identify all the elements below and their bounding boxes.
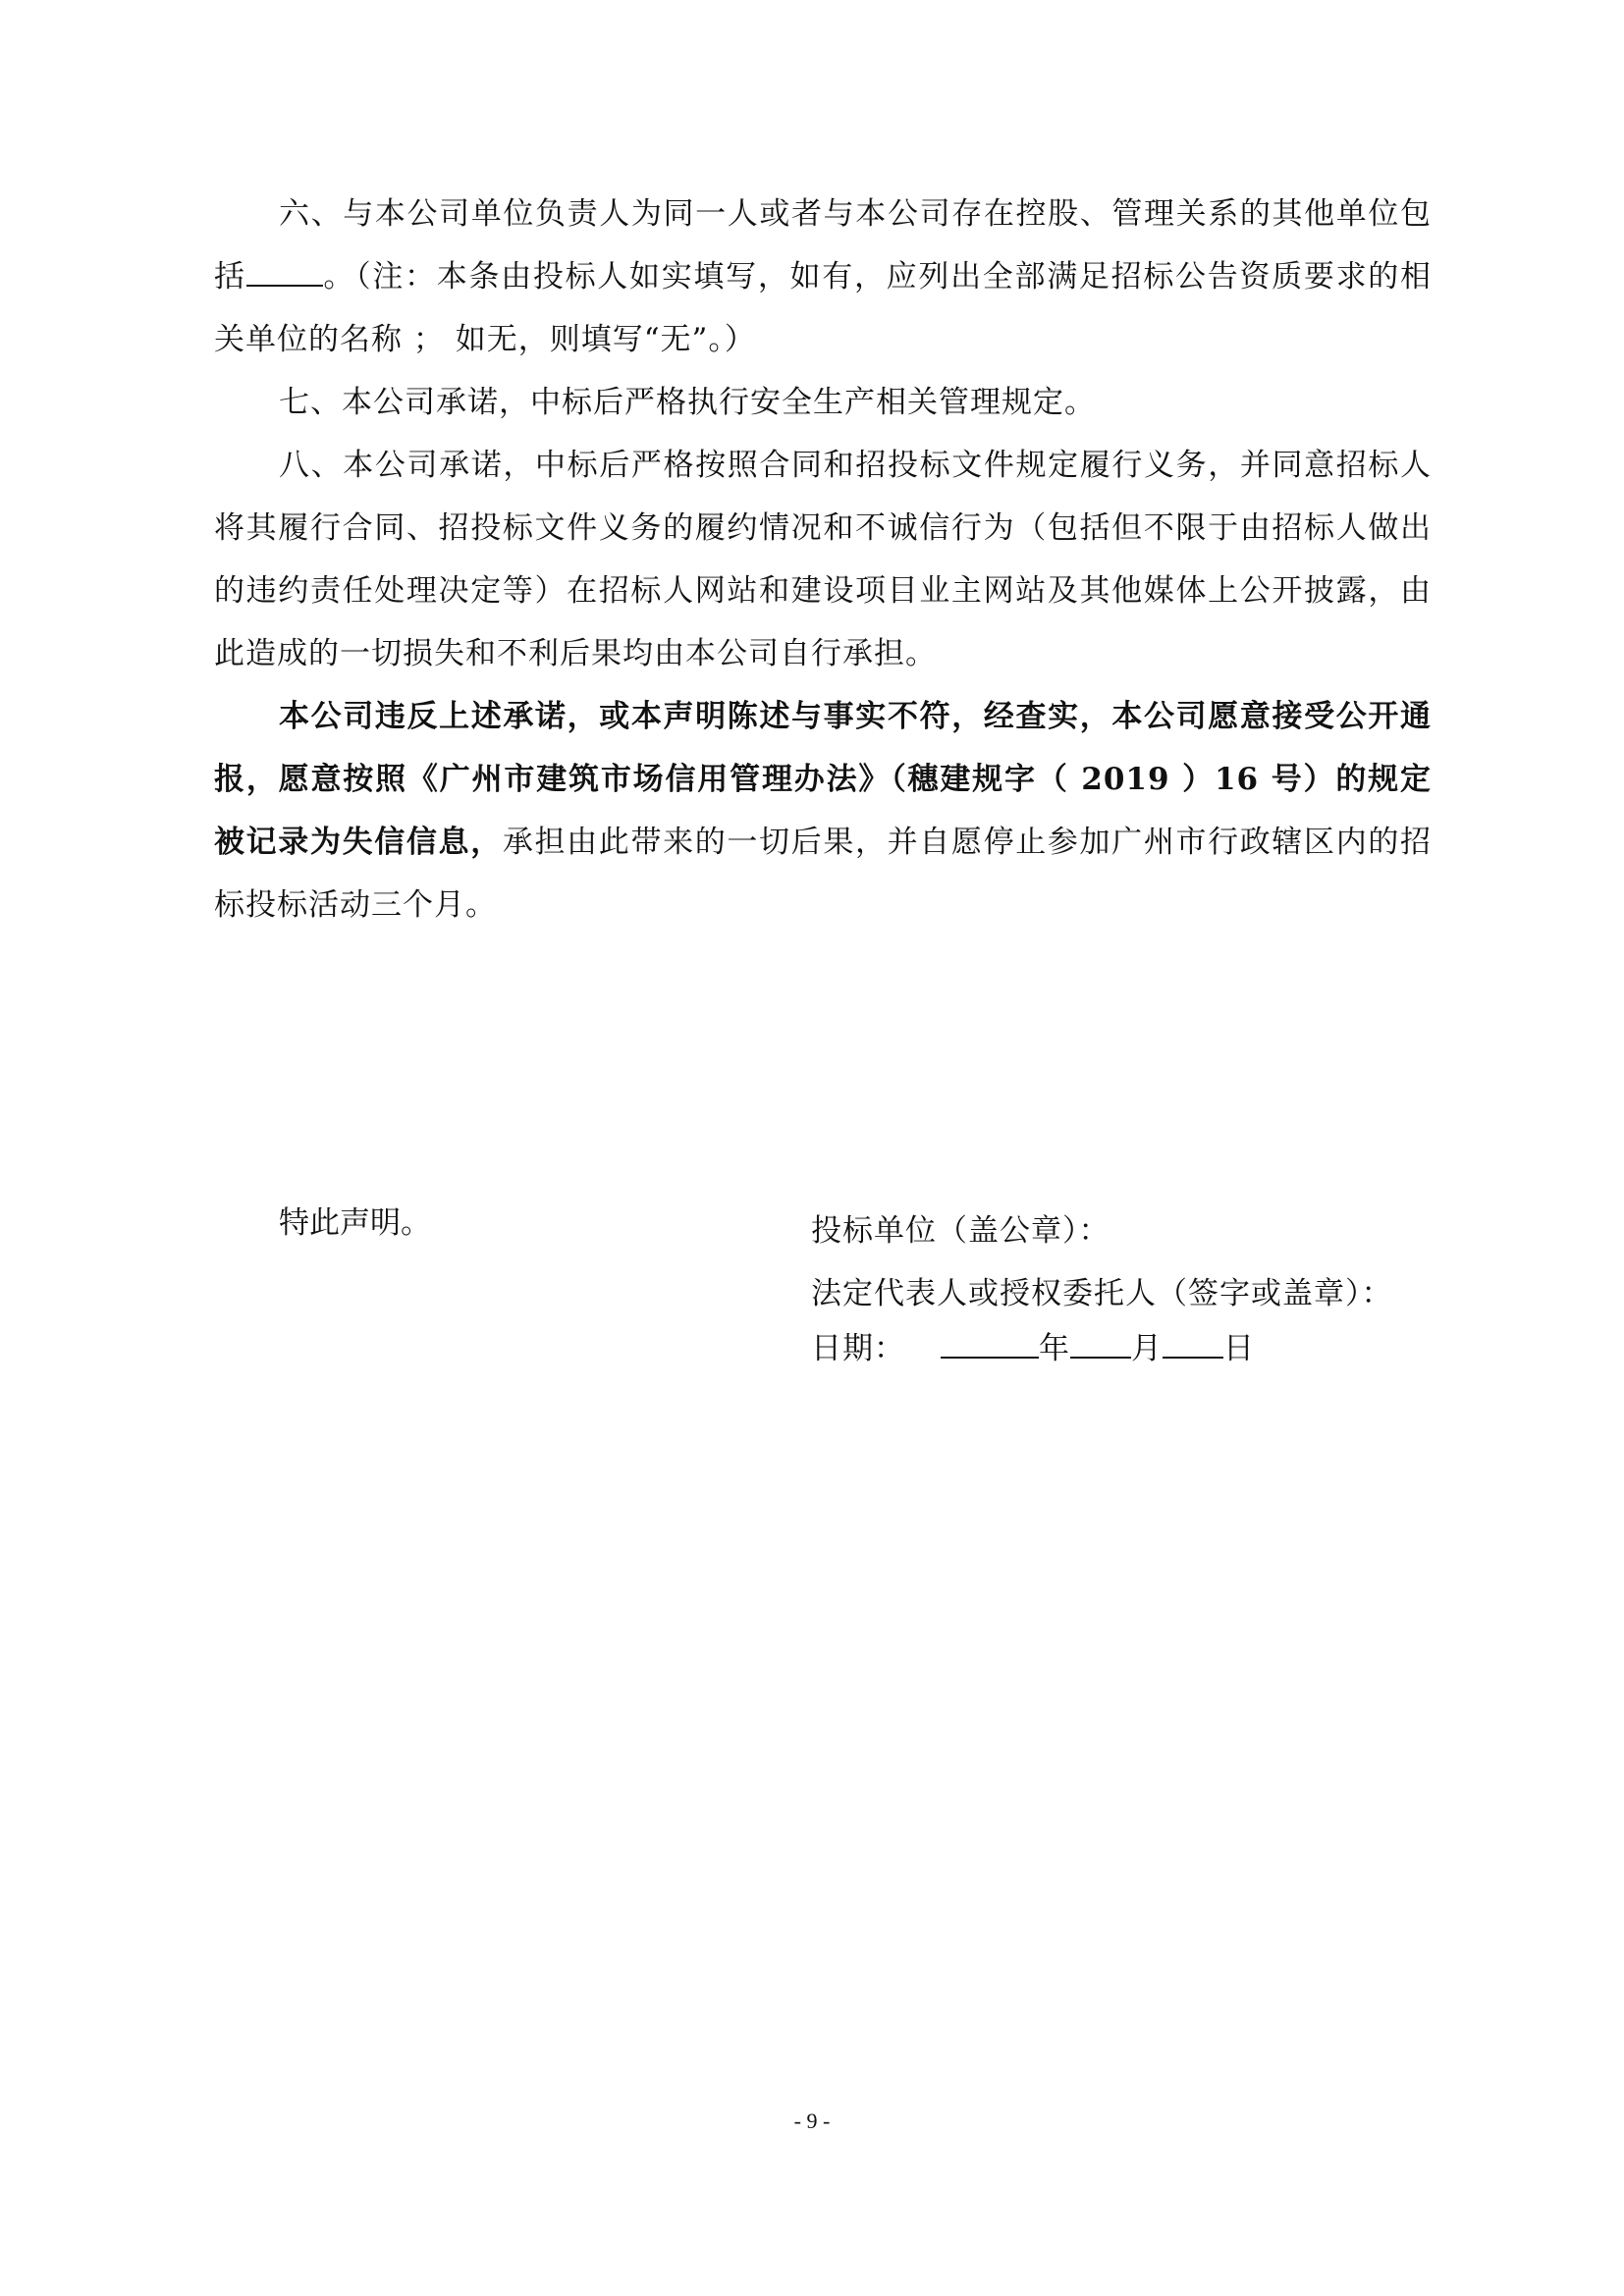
paragraph-8: 八、本公司承诺，中标后严格按照合同和招投标文件规定履行义务，并同意招标人将其履行合同、招投标文件义务的履约情况和不诚信行为（包括但不限于由招标人做出的违约责任处理决定等）在招标人网站和建设项目业主网站及其他媒体上公开披露，由此造成的一切损失和不利后果均由本公司自行承担。 — [214, 448, 1432, 671]
commitment-normal-text: 承担由此带来的一切后果，并自愿停止参加广州市行政辖区内的招标投标活动三个月。 — [214, 825, 1433, 923]
day-label: 日 — [1223, 1331, 1255, 1366]
paragraph-7: 七、本公司承诺，中标后严格执行安全生产相关管理规定。 — [279, 385, 1096, 420]
page-number: - 9 - — [793, 2109, 831, 2133]
paragraph-6 — [214, 183, 1432, 371]
declaration: 特此声明。 — [279, 1205, 431, 1241]
paragraph-6-text-a: 六、与本公司单位负责人为同一人或者与本公司存在控股、管理关系的其他单位包括 — [214, 196, 1432, 294]
day-blank — [1163, 1327, 1223, 1359]
signature-block — [811, 1200, 1393, 1380]
month-blank — [1070, 1327, 1131, 1359]
related-units-blank — [246, 255, 323, 287]
date-label: 日期： — [811, 1331, 905, 1366]
month-label: 月 — [1131, 1331, 1163, 1366]
year-label: 年 — [1039, 1331, 1070, 1366]
commitment-bold-text: 本公司违反上述承诺，或本声明陈述与事实不符，经查实，本公司愿意接受公开通报，愿意按照《广州市建筑市场信用管理办法》（穗建规字（ 2019 ）16 号）的规定被记录为失信信息， — [214, 699, 1432, 860]
paragraph-6-text-b: 。（注：本条由投标人如实填写，如有，应列出全部满足招标公告资质要求的相关单位的名称 ； 如无，则填写“无”。） — [214, 259, 1433, 357]
year-blank — [941, 1327, 1039, 1359]
bidder-seal-line: 投标单位（盖公章）： — [811, 1213, 1110, 1249]
date-line — [811, 1317, 1393, 1380]
paragraph-commitment — [214, 685, 1432, 936]
representative-sign-line: 法定代表人或授权委托人（签字或盖章）： — [811, 1276, 1393, 1311]
